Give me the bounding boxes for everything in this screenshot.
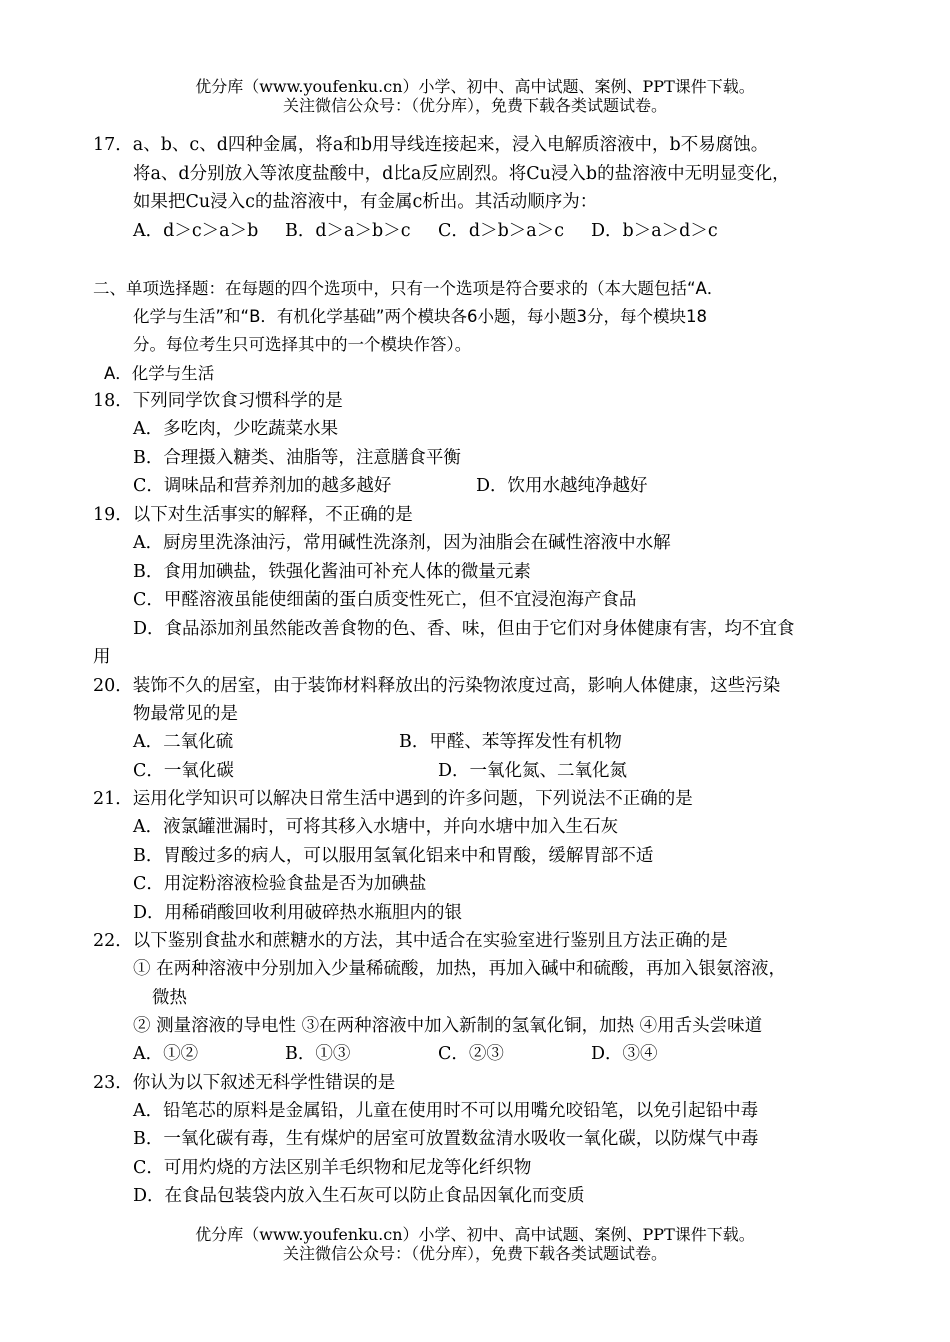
q19-option-d-line-2: 用 <box>93 647 111 667</box>
q17-stem-line-1: 17．a、b、c、d四种金属，将a和b用导线连接起来，浸入电解质溶液中，b不易腐蚀。 <box>93 135 769 155</box>
q18-option-d: D．饮用水越纯净越好 <box>476 476 648 496</box>
footer-line-2: 关注微信公众号：（优分库），免费下载各类试题试卷。 <box>282 1244 667 1263</box>
q21-stem: 21．运用化学知识可以解决日常生活中遇到的许多问题，下列说法不正确的是 <box>93 789 693 809</box>
q22-item-1-line-1: ① 在两种溶液中分别加入少量稀硫酸，加热，再加入碱中和硫酸，再加入银氨溶液， <box>133 959 787 979</box>
q17-stem-line-3: 如果把Cu浸入c的盐溶液中，有金属c析出。其活动顺序为： <box>133 192 598 212</box>
q21-option-b: B．胃酸过多的病人，可以服用氢氧化铝来中和胃酸，缓解胃部不适 <box>133 846 654 866</box>
q19-stem: 19．以下对生活事实的解释，不正确的是 <box>93 505 413 525</box>
q20-stem-line-1: 20．装饰不久的居室，由于装饰材料释放出的污染物浓度过高，影响人体健康，这些污染 <box>93 676 781 696</box>
section-2-heading-line-2: 化学与生活”和“B．有机化学基础”两个模块各6小题，每小题3分，每个模块18 <box>133 307 707 326</box>
q21-option-d: D．用稀硝酸回收利用破碎热水瓶胆内的银 <box>133 903 463 923</box>
header-line-1: 优分库（www.youfenku.cn）小学、初中、高中试题、案例、PPT课件下载。 <box>195 77 755 96</box>
header-banner <box>0 77 950 115</box>
q18-option-c: C．调味品和营养剂加的越多越好 <box>133 476 392 496</box>
section-2-heading-line-3: 分。每位考生只可选择其中的一个模块作答）。 <box>133 335 472 354</box>
q17-option-c: C．d＞b＞a＞c <box>438 221 565 241</box>
header-line-2: 关注微信公众号：（优分库），免费下载各类试题试卷。 <box>282 96 667 115</box>
q23-stem: 23．你认为以下叙述无科学性错误的是 <box>93 1073 396 1093</box>
q22-items-2-3-4: ② 测量溶液的导电性 ③在两种溶液中加入新制的氢氧化铜，加热 ④用舌头尝味道 <box>133 1016 763 1036</box>
q18-option-a: A．多吃肉，少吃蔬菜水果 <box>133 419 339 439</box>
q17-stem-line-2: 将a、d分别放入等浓度盐酸中，d比a反应剧烈。将Cu浸入b的盐溶液中无明显变化， <box>133 164 790 184</box>
q22-stem: 22．以下鉴别食盐水和蔗糖水的方法，其中适合在实验室进行鉴别且方法正确的是 <box>93 931 728 951</box>
q22-item-1-line-2: 微热 <box>152 988 187 1008</box>
q21-option-a: A．液氯罐泄漏时，可将其移入水塘中，并向水塘中加入生石灰 <box>133 817 619 837</box>
q20-option-c: C．一氧化碳 <box>133 761 234 781</box>
q19-option-a: A．厨房里洗涤油污，常用碱性洗涤剂，因为油脂会在碱性溶液中水解 <box>133 533 671 553</box>
footer-line-1: 优分库（www.youfenku.cn）小学、初中、高中试题、案例、PPT课件下载。 <box>195 1225 755 1244</box>
q20-option-b: B．甲醛、苯等挥发性有机物 <box>399 732 622 752</box>
q22-option-d: D．③④ <box>591 1044 658 1064</box>
q22-option-c: C．②③ <box>438 1044 504 1064</box>
q20-stem-line-2: 物最常见的是 <box>133 704 238 724</box>
footer-banner <box>0 1225 950 1263</box>
q19-option-c: C．甲醛溶液虽能使细菌的蛋白质变性死亡，但不宜浸泡海产食品 <box>133 590 637 610</box>
q23-option-c: C．可用灼烧的方法区别羊毛织物和尼龙等化纤织物 <box>133 1158 532 1178</box>
q19-option-d-line-1: D．食品添加剂虽然能改善食物的色、香、味，但由于它们对身体健康有害，均不宜食 <box>133 619 795 639</box>
q17-option-b: B．d＞a＞b＞c <box>285 221 411 241</box>
q23-option-b: B．一氧化碳有毒，生有煤炉的居室可放置数盆清水吸收一氧化碳，以防煤气中毒 <box>133 1129 759 1149</box>
q23-option-a: A．铅笔芯的原料是金属铅，儿童在使用时不可以用嘴允咬铅笔，以免引起铅中毒 <box>133 1101 759 1121</box>
q17-option-a: A．d＞c＞a＞b <box>133 221 259 241</box>
section-2-heading-line-1: 二、单项选择题：在每题的四个选项中，只有一个选项是符合要求的（本大题包括“A． <box>93 279 724 298</box>
q18-stem: 18．下列同学饮食习惯科学的是 <box>93 391 343 411</box>
q20-option-a: A．二氧化硫 <box>133 732 234 752</box>
q20-option-d: D．一氧化氮、二氧化氮 <box>438 761 628 781</box>
q22-option-a: A．①② <box>133 1044 199 1064</box>
q23-option-d: D．在食品包装袋内放入生石灰可以防止食品因氧化而变质 <box>133 1186 585 1206</box>
q21-option-c: C．用淀粉溶液检验食盐是否为加碘盐 <box>133 874 427 894</box>
module-a-title: A．化学与生活 <box>104 364 215 383</box>
q18-option-b: B．合理摄入糖类、油脂等，注意膳食平衡 <box>133 448 461 468</box>
q22-option-b: B．①③ <box>285 1044 351 1064</box>
q17-option-d: D．b＞a＞d＞c <box>591 221 718 241</box>
q19-option-b: B．食用加碘盐，铁强化酱油可补充人体的微量元素 <box>133 562 531 582</box>
